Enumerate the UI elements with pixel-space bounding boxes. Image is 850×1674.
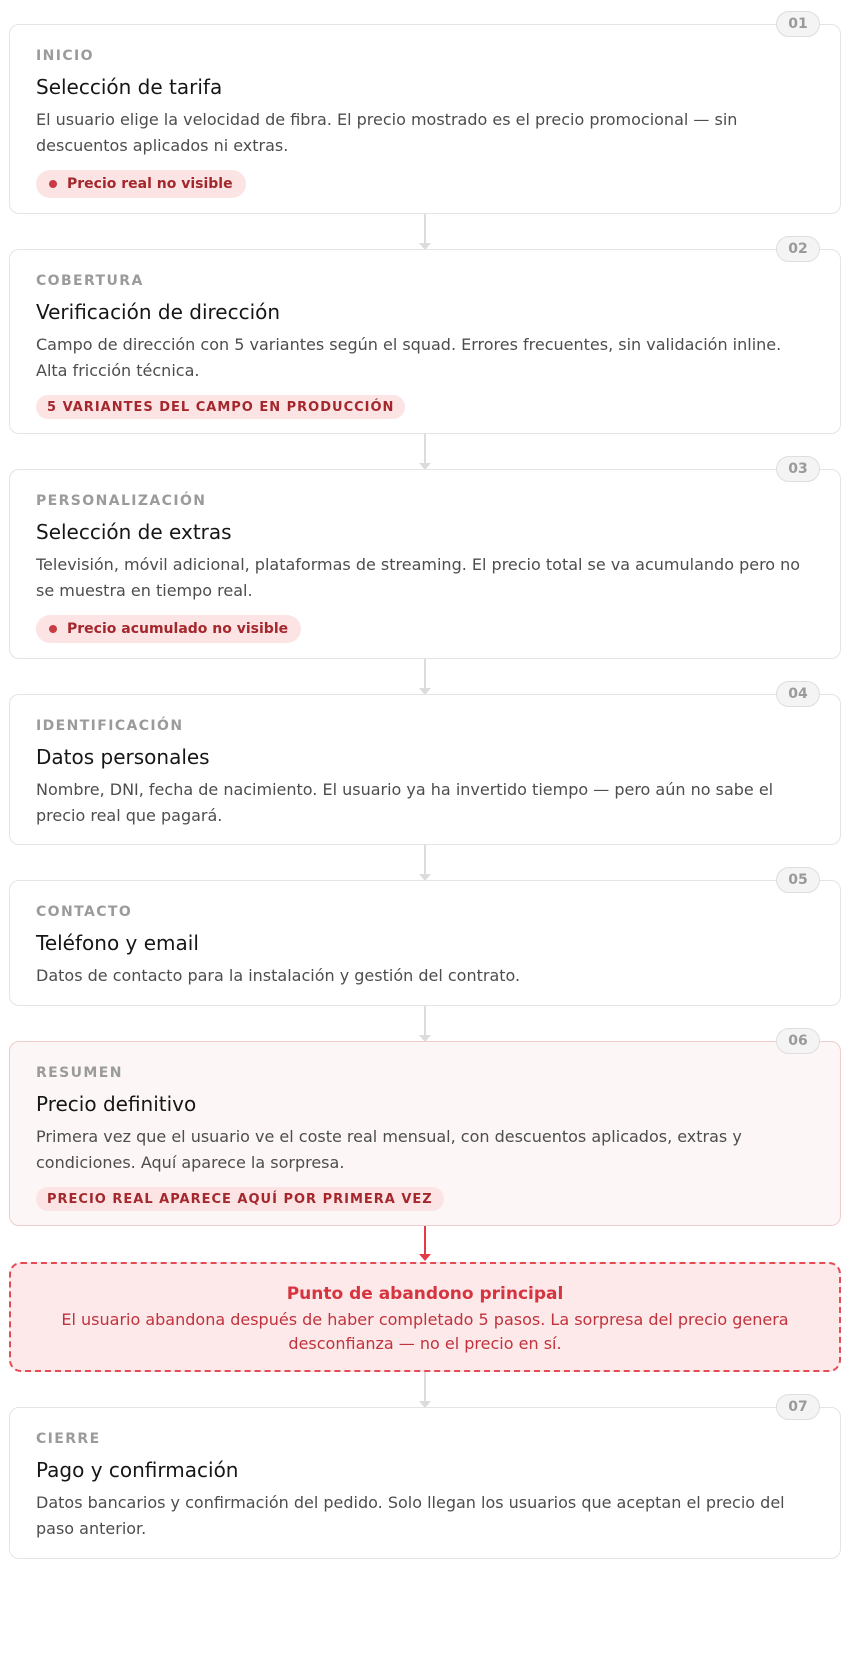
badge-text: 5 VARIANTES DEL CAMPO EN PRODUCCIÓN xyxy=(47,399,395,415)
connector-arrow xyxy=(424,1372,426,1405)
step-title: Selección de tarifa xyxy=(36,75,223,99)
step-card-06 xyxy=(9,1033,841,1226)
connector-arrow xyxy=(424,659,426,692)
step-card-07 xyxy=(9,1399,841,1559)
step-number: 04 xyxy=(776,681,820,707)
step-label: IDENTIFICACIÓN xyxy=(36,718,184,734)
step-title: Datos personales xyxy=(36,745,210,769)
badge-text: Precio real no visible xyxy=(67,176,233,192)
step-title: Precio definitivo xyxy=(36,1092,197,1116)
step-title: Verificación de dirección xyxy=(36,300,281,324)
alert-description: El usuario abandona después de haber completado 5 pasos. La sorpresa del precio genera desconfianza — no el precio en sí. xyxy=(61,1310,789,1353)
step-number: 02 xyxy=(776,236,820,262)
step-description: El usuario elige la velocidad de fibra. El precio mostrado es el precio promocional — sin descuentos aplicados ni extras. xyxy=(36,110,738,155)
step-description: Datos bancarios y confirmación del pedido. Solo llegan los usuarios que aceptan el precio del paso anterior. xyxy=(36,1493,785,1538)
step-title: Selección de extras xyxy=(36,520,232,544)
step-number: 07 xyxy=(776,1394,820,1420)
step-label: PERSONALIZACIÓN xyxy=(36,493,207,509)
step-card-05 xyxy=(9,872,841,1006)
alert-dot-icon xyxy=(49,180,57,188)
connector-arrow xyxy=(424,1006,426,1039)
badge-text: Precio acumulado no visible xyxy=(67,621,289,637)
connector-arrow xyxy=(424,434,426,467)
step-number: 03 xyxy=(776,456,820,482)
connector-arrow-red xyxy=(424,1226,426,1258)
step-label: RESUMEN xyxy=(36,1065,123,1081)
step-label: INICIO xyxy=(36,48,94,64)
step-label: CIERRE xyxy=(36,1431,101,1447)
step-description: Campo de dirección con 5 variantes según el squad. Errores frecuentes, sin validación inline. Alta fricción técnica. xyxy=(36,335,782,380)
warning-badge xyxy=(36,1187,444,1211)
step-title: Pago y confirmación xyxy=(36,1458,239,1482)
step-card-02 xyxy=(9,241,841,434)
step-description: Primera vez que el usuario ve el coste real mensual, con descuentos aplicados, extras y condiciones. Aquí aparece la sorpresa. xyxy=(36,1127,742,1172)
warning-badge xyxy=(36,615,301,643)
step-title: Teléfono y email xyxy=(36,931,199,955)
step-description: Datos de contacto para la instalación y gestión del contrato. xyxy=(36,966,521,985)
step-card-04 xyxy=(9,686,841,845)
step-card-01 xyxy=(9,16,841,214)
step-description: Televisión, móvil adicional, plataformas de streaming. El precio total se va acumulando pero no se muestra en tiempo real. xyxy=(36,555,801,600)
step-number: 01 xyxy=(776,11,820,37)
badge-text: PRECIO REAL APARECE AQUÍ POR PRIMERA VEZ xyxy=(47,1191,433,1207)
step-label: CONTACTO xyxy=(36,904,133,920)
alert-title: Punto de abandono principal xyxy=(286,1284,564,1304)
warning-badge xyxy=(36,395,405,419)
step-card-03 xyxy=(9,461,841,659)
step-number: 06 xyxy=(776,1028,820,1054)
warning-badge xyxy=(36,170,246,198)
connector-arrow xyxy=(424,845,426,878)
connector-arrow xyxy=(424,214,426,247)
alert-dot-icon xyxy=(49,625,57,633)
step-number: 05 xyxy=(776,867,820,893)
abandon-alert xyxy=(9,1262,841,1372)
step-description: Nombre, DNI, fecha de nacimiento. El usuario ya ha invertido tiempo — pero aún no sabe el precio real que pagará. xyxy=(36,780,774,825)
step-label: COBERTURA xyxy=(36,273,144,289)
